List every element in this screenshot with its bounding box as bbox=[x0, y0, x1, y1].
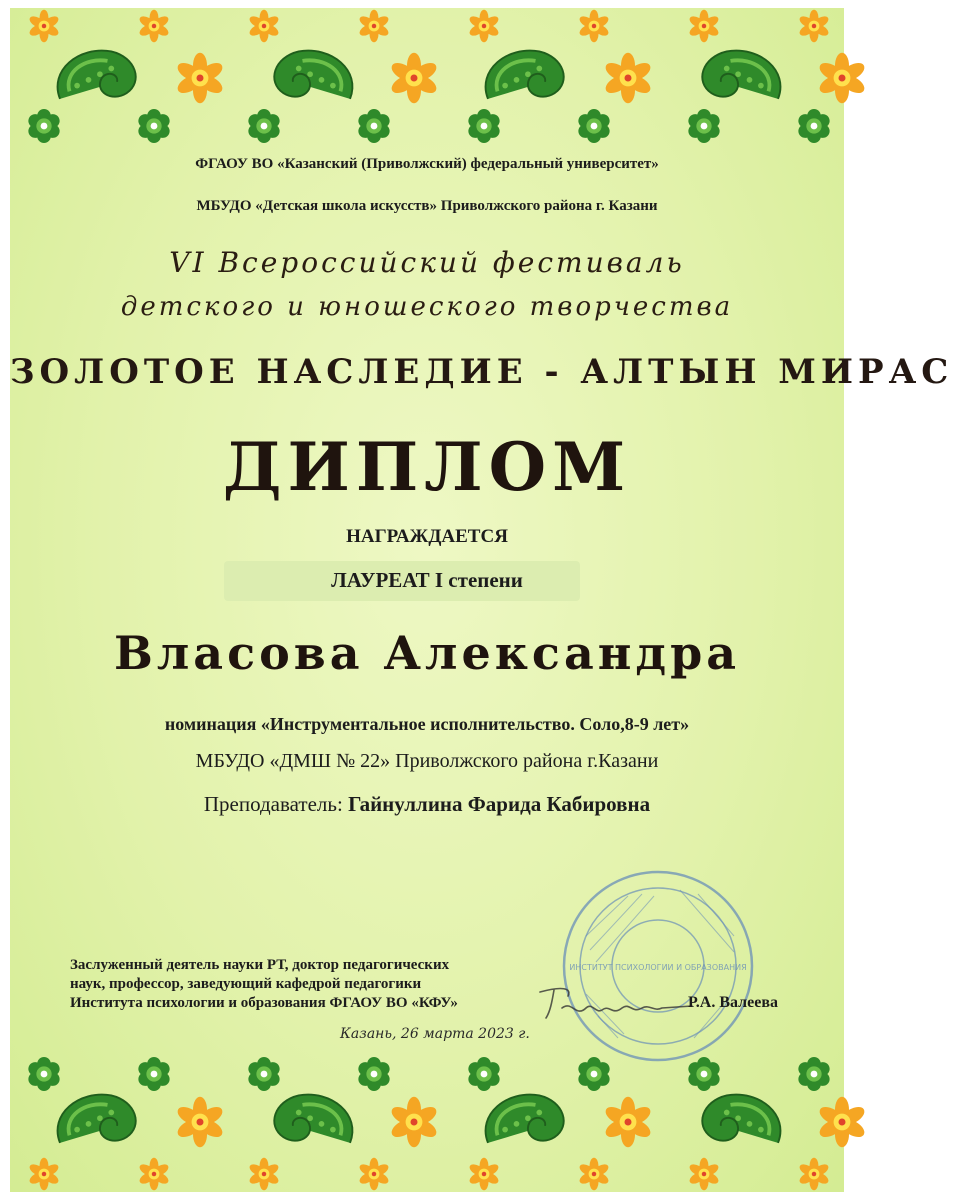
teacher-line bbox=[10, 792, 844, 817]
signatory-block bbox=[70, 956, 458, 1013]
rosette-icon bbox=[576, 109, 612, 143]
nomination: номинация «Инструментальное исполнительство. Соло,8-9 лет» bbox=[164, 714, 690, 734]
bottom-ornament-border bbox=[10, 1052, 844, 1192]
paisley-leaf-icon bbox=[58, 1095, 136, 1143]
university-name: ФГАОУ ВО «Казанский (Приволжский) федеральный университет» bbox=[195, 156, 659, 172]
festival-name: ЗОЛОТОЕ НАСЛЕДИЕ - АЛТЫН МИРАС bbox=[10, 352, 953, 392]
rosette-icon bbox=[136, 109, 172, 143]
rosette-icon bbox=[466, 109, 502, 143]
flower-icon bbox=[688, 1158, 721, 1190]
rosette-icon bbox=[26, 1057, 62, 1091]
flower-icon bbox=[358, 1158, 391, 1190]
flower-icon bbox=[798, 10, 831, 42]
rosette-icon bbox=[246, 1057, 282, 1091]
teacher-name: Гайнуллина Фарида Кабировна bbox=[348, 792, 651, 816]
issue-date: Казань, 26 марта 2023 г. bbox=[340, 1026, 530, 1042]
flower-icon bbox=[28, 1158, 61, 1190]
rosette-icon bbox=[466, 1057, 502, 1091]
festival-line-2: детского и юношеского творчества bbox=[120, 292, 734, 322]
stamp-text: ИНСТИТУТ ПСИХОЛОГИИ И ОБРАЗОВАНИЯ bbox=[569, 963, 747, 972]
paisley-leaf-icon bbox=[486, 51, 564, 99]
paisley-leaf-icon bbox=[486, 1095, 564, 1143]
awarded-label: НАГРАЖДАЕТСЯ bbox=[346, 526, 508, 547]
signature-mark bbox=[532, 978, 702, 1028]
flower-icon bbox=[175, 1097, 226, 1147]
degree-label: ЛАУРЕАТ I степени bbox=[331, 568, 523, 592]
recipient-name: Власова Александра bbox=[113, 626, 741, 680]
institute-stamp bbox=[558, 866, 758, 1066]
diploma-sheet bbox=[10, 8, 953, 1192]
school-name: МБУДО «Детская школа искусств» Приволжского района г. Казани bbox=[196, 198, 658, 214]
flower-icon bbox=[817, 53, 868, 103]
flower-icon bbox=[138, 10, 171, 42]
flower-icon bbox=[175, 53, 226, 103]
recipient-school: МБУДО «ДМШ № 22» Приволжского района г.Казани bbox=[195, 750, 659, 772]
flower-icon bbox=[817, 1097, 868, 1147]
flower-icon bbox=[688, 10, 721, 42]
rosette-icon bbox=[356, 109, 392, 143]
rosette-icon bbox=[686, 109, 722, 143]
flower-icon bbox=[28, 10, 61, 42]
paisley-leaf-icon bbox=[58, 51, 136, 99]
flower-icon bbox=[578, 10, 611, 42]
flower-icon bbox=[798, 1158, 831, 1190]
flower-icon bbox=[603, 1097, 654, 1147]
signatory-line-2: наук, профессор, заведующий кафедрой педагогики bbox=[70, 976, 422, 992]
flower-icon bbox=[603, 53, 654, 103]
paisley-leaf-icon bbox=[274, 51, 352, 99]
flower-icon bbox=[578, 1158, 611, 1190]
flower-icon bbox=[358, 10, 391, 42]
rosette-icon bbox=[356, 1057, 392, 1091]
rosette-icon bbox=[576, 1057, 612, 1091]
paisley-leaf-icon bbox=[274, 1095, 352, 1143]
rosette-icon bbox=[796, 1057, 832, 1091]
paisley-leaf-icon bbox=[702, 1095, 780, 1143]
signatory-line-3: Института психологии и образования ФГАОУ ВО «КФУ» bbox=[70, 995, 458, 1011]
signatory-line-1: Заслуженный деятель науки РТ, доктор педагогических bbox=[70, 957, 450, 973]
flower-icon bbox=[389, 53, 440, 103]
rosette-icon bbox=[136, 1057, 172, 1091]
rosette-icon bbox=[246, 109, 282, 143]
flower-icon bbox=[468, 10, 501, 42]
flower-icon bbox=[248, 1158, 281, 1190]
signatory-name: Р.А. Валеева bbox=[688, 994, 778, 1011]
rosette-icon bbox=[686, 1057, 722, 1091]
top-ornament-border bbox=[10, 8, 844, 148]
flower-icon bbox=[389, 1097, 440, 1147]
flower-icon bbox=[138, 1158, 171, 1190]
teacher-label: Преподаватель: bbox=[203, 792, 349, 816]
rosette-icon bbox=[26, 109, 62, 143]
paisley-leaf-icon bbox=[702, 51, 780, 99]
diploma-title: ДИПЛОМ bbox=[222, 428, 632, 506]
flower-icon bbox=[468, 1158, 501, 1190]
flower-icon bbox=[248, 10, 281, 42]
rosette-icon bbox=[796, 109, 832, 143]
festival-line-1: VI Всероссийский фестиваль bbox=[169, 246, 685, 279]
